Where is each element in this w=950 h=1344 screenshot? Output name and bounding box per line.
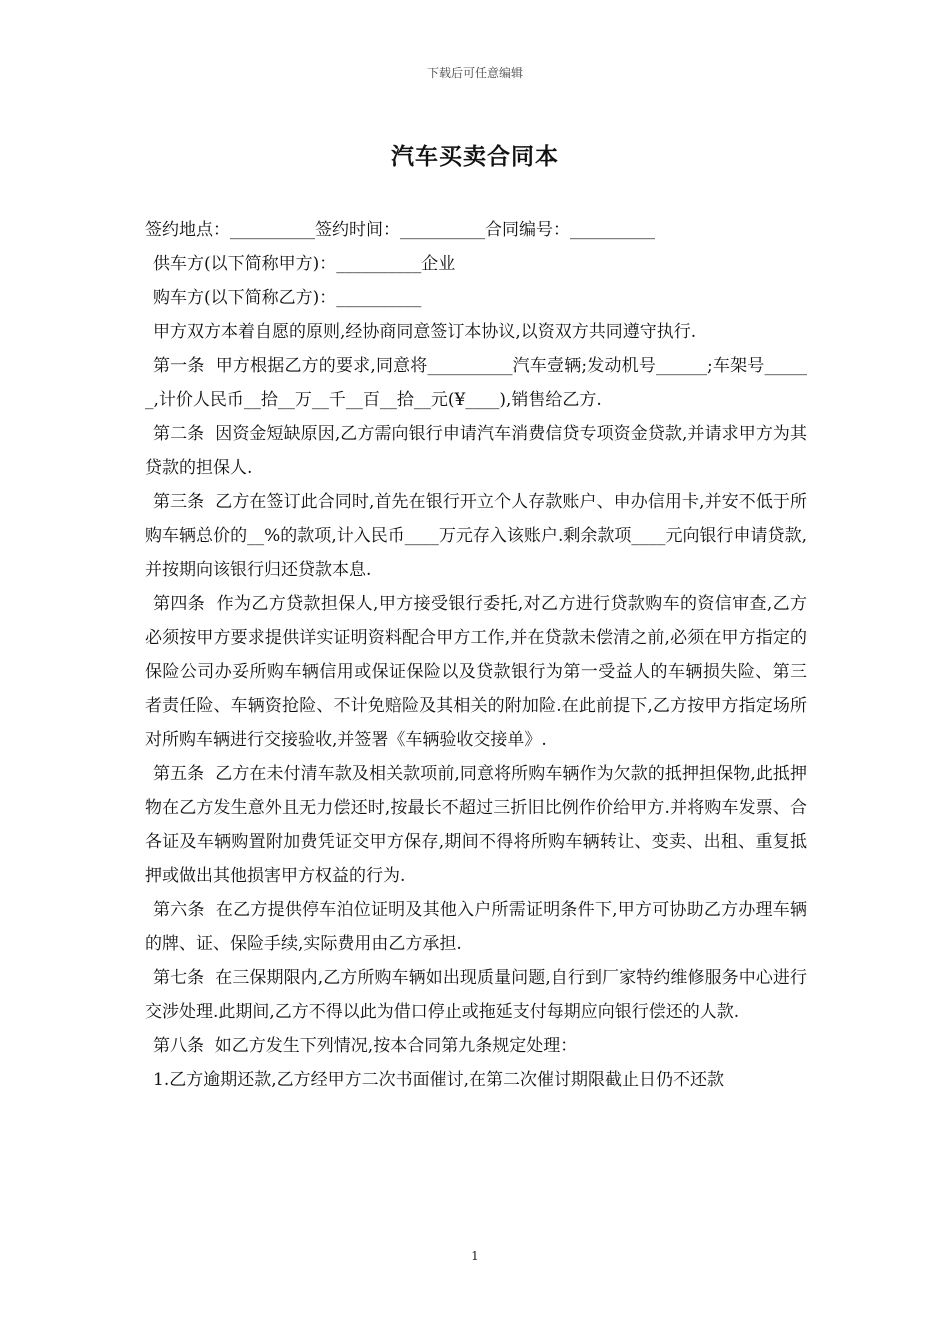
article-5: 第五条 乙方在未付清车款及相关款项前,同意将所购车辆作为欠款的抵押担保物,此抵押物在乙方发生意外且无力偿还时,按最长不超过三折旧比例作价给甲方.并将购车发票、合各证及车辆购置附加费凭证交甲方保存,期间不得将所购车辆转让、变卖、出租、重复抵押或做出其他损害甲方权益的行为. (145, 764, 807, 886)
article-3: 第三条 乙方在签订此合同时,首先在银行开立个人存款账户、申办信用卡,并安不低于所购车辆总价的__%的款项,计入民币____万元存入该账户.剩余款项____元向银行申请贷款,并按期向该银行归还贷款本息. (145, 492, 807, 580)
article-7: 第七条 在三保期限内,乙方所购车辆如出现质量问题,自行到厂家特约维修服务中心进行交涉处理.此期间,乙方不得以此为借口停止或拖延支付每期应向银行偿还的人款. (145, 968, 807, 1022)
preamble-paragraph: 甲方双方本着自愿的原则,经协商同意签订本协议,以资双方共同遵守执行. (153, 322, 697, 342)
article-8-item-1: 1.乙方逾期还款,乙方经甲方二次书面催讨,在第二次催讨期限截止日仍不还款 (153, 1070, 725, 1090)
article-1: 第一条 甲方根据乙方的要求,同意将__________汽车壹辆;发动机号______;车架号______,计价人民币__拾__万__千__百__拾__元(¥____),销售给乙方. (145, 356, 807, 410)
party-b-line: 购车方(以下简称乙方)：__________ (153, 288, 422, 308)
signing-info-line: 签约地点：__________签约时间：__________合同编号：__________ (145, 220, 655, 240)
article-8: 第八条 如乙方发生下列情况,按本合同第九条规定处理： (153, 1036, 578, 1056)
page-number: 1 (471, 1249, 479, 1263)
article-2: 第二条 因资金短缺原因,乙方需向银行申请汽车消费信贷专项资金贷款,并请求甲方为其贷款的担保人. (145, 424, 807, 478)
article-6: 第六条 在乙方提供停车泊位证明及其他入户所需证明条件下,甲方可协助乙方办理车辆的牌、证、保险手续,实际费用由乙方承担. (145, 900, 807, 954)
article-4: 第四条 作为乙方贷款担保人,甲方接受银行委托,对乙方进行贷款购车的资信审查,乙方必须按甲方要求提供详实证明资料配合甲方工作,并在贷款未偿清之前,必须在甲方指定的保险公司办妥所购车辆信用或保证保险以及贷款银行为第一受益人的车辆损失险、第三者责任险、车辆资抢险、不计免赔险及其相关的附加险.在此前提下,乙方按甲方指定场所对所购车辆进行交接验收,并签署《车辆验收交接单》. (145, 594, 807, 750)
party-a-line: 供车方(以下简称甲方)：__________企业 (153, 254, 456, 274)
document-title: 汽车买卖合同本 (391, 143, 559, 170)
header-note: 下载后可任意编辑 (426, 66, 523, 80)
contract-body (145, 213, 807, 1097)
